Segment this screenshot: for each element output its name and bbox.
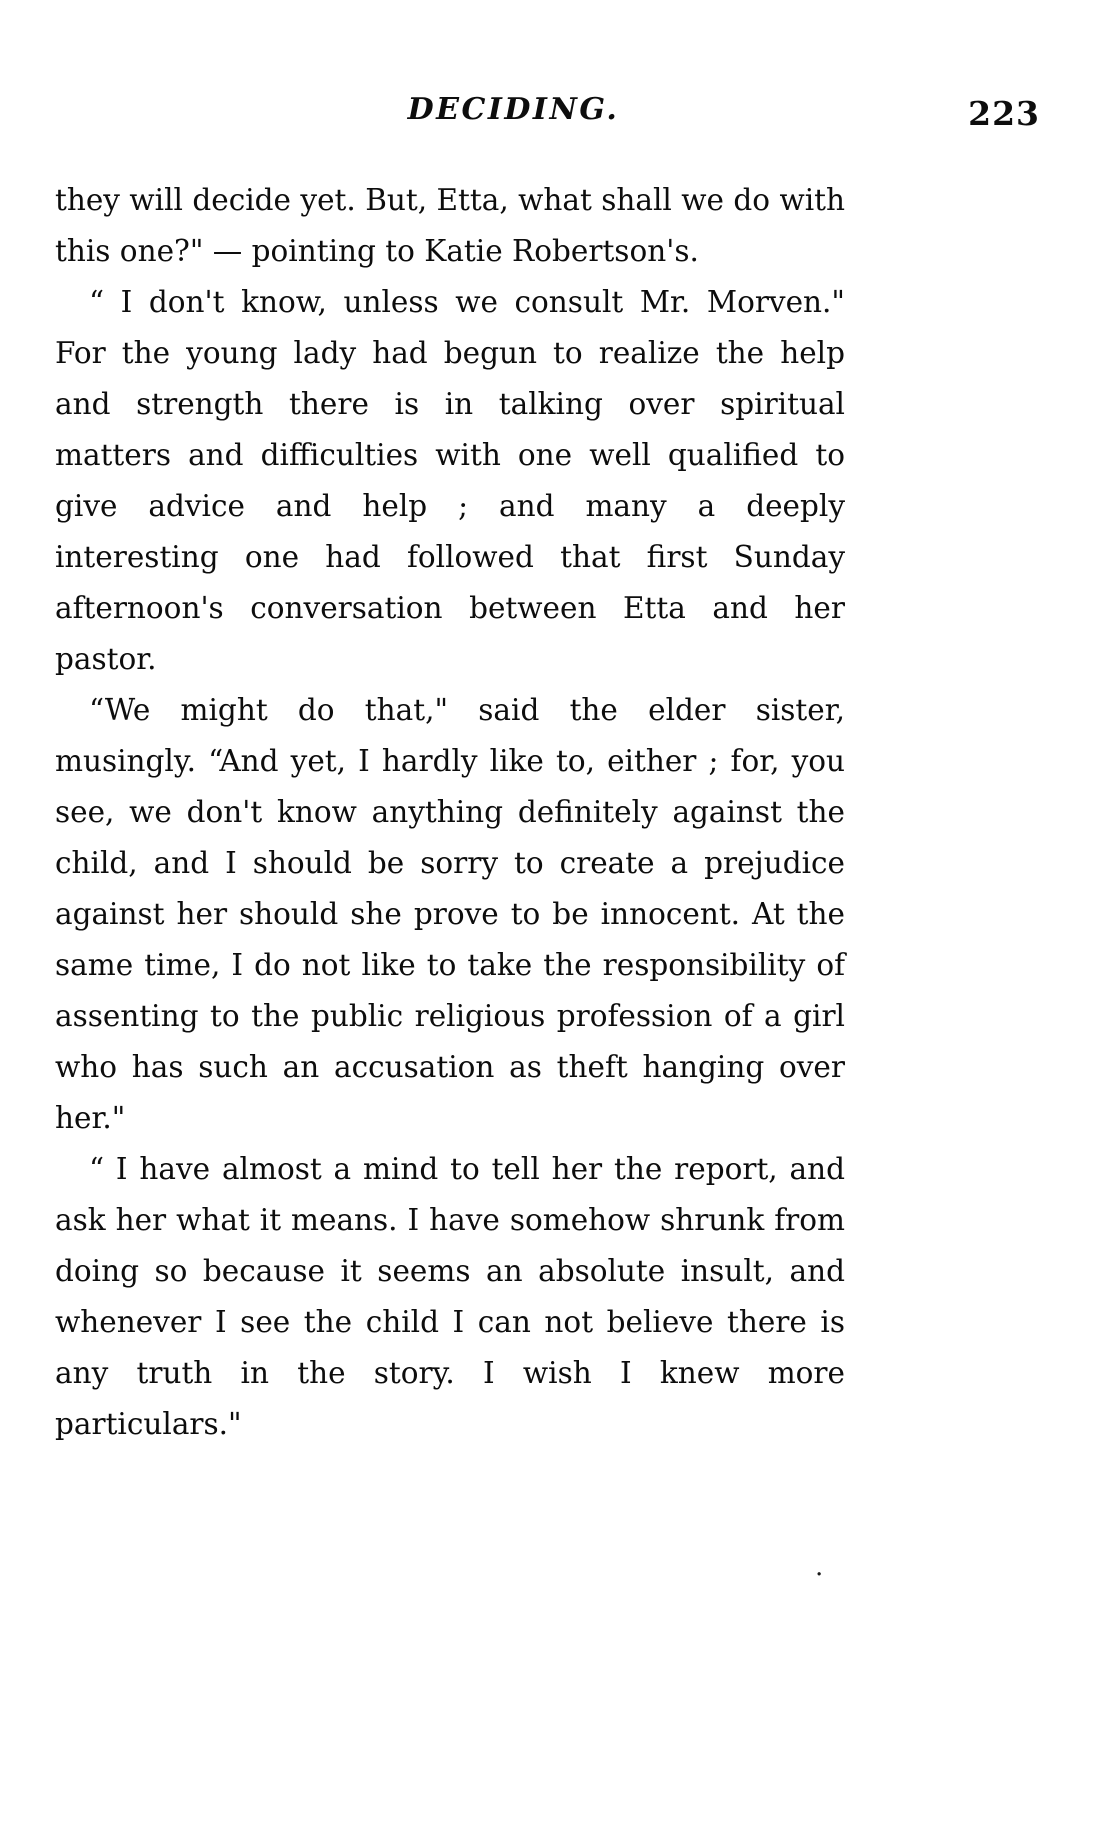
paragraph: they will decide yet. But, Etta, what shall we do with this one?" — pointing to Katie Robertson's. — [55, 183, 845, 268]
page-body — [55, 175, 845, 1450]
running-head: DECIDING. — [407, 92, 620, 127]
page-number: 223 — [968, 94, 1040, 133]
paragraph: “ I have almost a mind to tell her the report, and ask her what it means. I have somehow shrunk from doing so because it seems an absolute insult, and whenever I see the child I can not believe there is any truth in the story. I wish I knew more particulars." — [55, 1152, 845, 1441]
page-footer-mark: . — [815, 1552, 824, 1582]
paragraph: “We might do that," said the elder sister, musingly. “And yet, I hardly like to, either ; for, you see, we don't know anything definitely against the child, and I should be sorry to create a prejudice against her should she prove to be innocent. At the same time, I do not like to take the responsibility of assenting to the public religious profession of a girl who has such an accusation as theft hanging over her." — [55, 693, 845, 1135]
page-header — [55, 92, 1044, 152]
paragraph: “ I don't know, unless we consult Mr. Morven." For the young lady had begun to realize the help and strength there is in talking over spiritual matters and difficulties with one well qualified to give advice and help ; and many a deeply interesting one had followed that first Sunday afternoon's conversation between Etta and her pastor. — [55, 285, 845, 676]
